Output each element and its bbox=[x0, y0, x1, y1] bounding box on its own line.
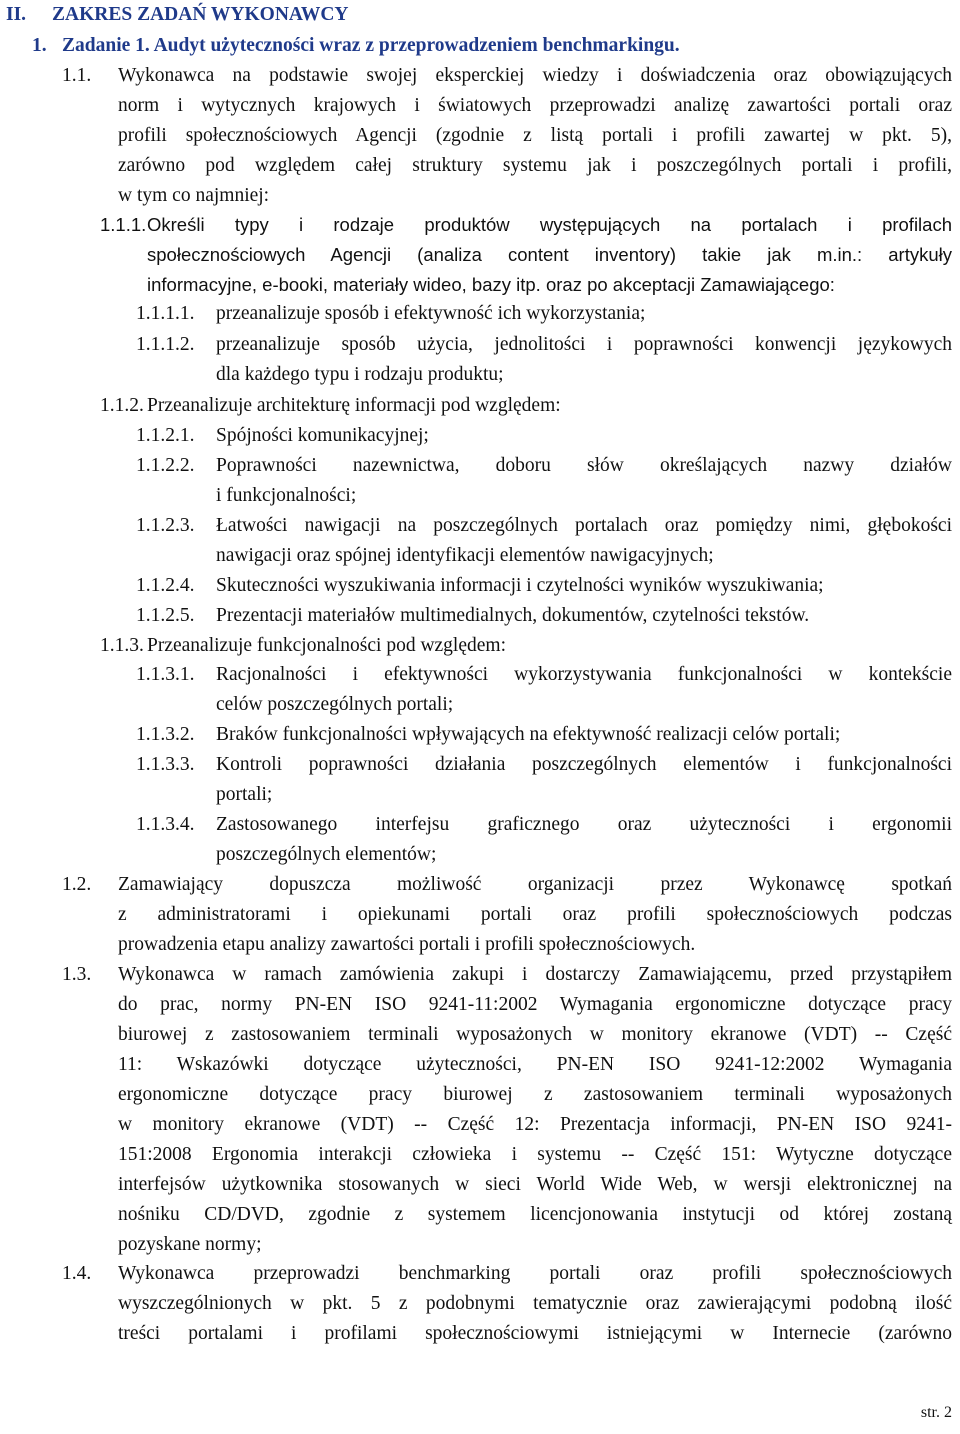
item-text-line: poszczególnych elementów; bbox=[216, 844, 437, 865]
item-text-line: do prac, normy PN-EN ISO 9241-11:2002 Wymagania ergonomiczne dotyczące pracy bbox=[118, 994, 952, 1015]
item-text-line: portali; bbox=[216, 784, 273, 805]
item-text-line: Skuteczności wyszukiwania informacji i czytelności wyników wyszukiwania; bbox=[216, 575, 824, 596]
item-text-line: interfejsów użytkownika stosowanych w sieci World Wide Web, w wersji elektronicznej na bbox=[118, 1174, 952, 1195]
item-text-line: wyszczególnionych w pkt. 5 z podobnymi tematycznie oraz zawierającymi podobną ilość bbox=[118, 1293, 952, 1314]
item-number: 1.4. bbox=[62, 1263, 92, 1284]
item-text-line: z administratorami i opiekunami portali oraz profili społecznościowych podczas bbox=[118, 904, 952, 925]
item-number: 1.1.3. bbox=[100, 635, 144, 656]
item-number: 1.1.2.2. bbox=[136, 455, 195, 476]
task-number: 1. bbox=[32, 35, 47, 56]
item-text-line: norm i wytycznych krajowych i światowych przeprowadzi analizę zawartości portali oraz bbox=[118, 95, 952, 116]
item-number: 1.2. bbox=[62, 874, 92, 895]
item-text-line: Łatwości nawigacji na poszczególnych portalach oraz pomiędzy nimi, głębokości bbox=[216, 515, 952, 536]
item-number: 1.1.2.4. bbox=[136, 575, 195, 596]
item-text-line: Określi typy i rodzaje produktów występujących na portalach i profilach bbox=[147, 214, 952, 235]
item-number: 1.1.1.1. bbox=[136, 303, 195, 324]
item-text-line: w tym co najmniej: bbox=[118, 185, 270, 206]
item-text-line: prowadzenia etapu analizy zawartości portali i profili społecznościowych. bbox=[118, 934, 696, 955]
item-text-line: zarówno pod względem całej struktury systemu jak i poszczególnych portali i profili, bbox=[118, 155, 952, 176]
item-text-line: 151:2008 Ergonomia interakcji człowieka i systemu -- Część 151: Wytyczne dotyczące bbox=[118, 1144, 952, 1165]
item-number: 1.1.2.1. bbox=[136, 425, 195, 446]
item-text-line: biurowej z zastosowaniem terminali wyposażonych w monitory ekranowe (VDT) -- Część bbox=[118, 1024, 952, 1045]
item-text-line: 11: Wskazówki dotyczące użyteczności, PN-EN ISO 9241-12:2002 Wymagania bbox=[118, 1054, 952, 1075]
item-text-line: profili społecznościowych Agencji (zgodnie z listą portali i profili zawartej w pkt. 5), bbox=[118, 125, 952, 146]
item-text-line: nośniku CD/DVD, zgodnie z systemem licencjonowania instytucji od której zostaną bbox=[118, 1204, 952, 1225]
item-text-line: Wykonawca na podstawie swojej eksperckiej wiedzy i doświadczenia oraz obowiązujących bbox=[118, 65, 952, 86]
page-number: str. 2 bbox=[920, 1404, 952, 1421]
item-text-line: przeanalizuje sposób i efektywność ich wykorzystania; bbox=[216, 303, 646, 324]
item-number: 1.3. bbox=[62, 964, 92, 985]
task-title: Zadanie 1. Audyt użyteczności wraz z przeprowadzeniem benchmarkingu. bbox=[62, 35, 680, 56]
item-number: 1.1.2.3. bbox=[136, 515, 195, 536]
item-text-line: Wykonawca w ramach zamówienia zakupi i dostarczy Zamawiającemu, przed przystąpiłem bbox=[118, 964, 952, 985]
item-number: 1.1.3.1. bbox=[136, 664, 195, 685]
item-text-line: społecznościowych Agencji (analiza content inventory) takie jak m.in.: artykuły bbox=[147, 244, 952, 265]
item-text-line: w monitory ekranowe (VDT) -- Część 12: Prezentacja informacji, PN-EN ISO 9241- bbox=[118, 1114, 952, 1135]
item-text-line: Prezentacji materiałów multimedialnych, dokumentów, czytelności tekstów. bbox=[216, 605, 810, 626]
item-text-line: Przeanalizuje funkcjonalności pod względem: bbox=[147, 635, 506, 656]
item-text-line: ergonomiczne dotyczące pracy biurowej z zastosowaniem terminali wyposażonych bbox=[118, 1084, 952, 1105]
item-text-line: Braków funkcjonalności wpływających na efektywność realizacji celów portali; bbox=[216, 724, 841, 745]
item-text-line: Zamawiający dopuszcza możliwość organizacji przez Wykonawcę spotkań bbox=[118, 874, 952, 895]
item-number: 1.1. bbox=[62, 65, 92, 86]
item-text-line: Zastosowanego interfejsu graficznego oraz użyteczności i ergonomii bbox=[216, 814, 952, 835]
item-text-line: treści portalami i profilami społecznościowymi istniejącymi w Internecie (zarówno bbox=[118, 1323, 952, 1344]
item-text-line: Spójności komunikacyjnej; bbox=[216, 425, 429, 446]
item-number: 1.1.3.4. bbox=[136, 814, 195, 835]
item-text-line: Kontroli poprawności działania poszczególnych elementów i funkcjonalności bbox=[216, 754, 952, 775]
item-number: 1.1.2. bbox=[100, 395, 144, 416]
item-text-line: pozyskane normy; bbox=[118, 1234, 262, 1255]
item-text-line: i funkcjonalności; bbox=[216, 485, 357, 506]
item-number: 1.1.1. bbox=[100, 214, 147, 235]
item-text-line: Wykonawca przeprowadzi benchmarking portali oraz profili społecznościowych bbox=[118, 1263, 952, 1284]
item-text-line: nawigacji oraz spójnej identyfikacji elementów nawigacyjnych; bbox=[216, 545, 714, 566]
item-text-line: przeanalizuje sposób użycia, jednolitości i poprawności konwencji językowych bbox=[216, 334, 952, 355]
item-text-line: informacyjne, e-booki, materiały wideo, bazy itp. oraz po akceptacji Zamawiającego: bbox=[147, 274, 835, 295]
item-number: 1.1.1.2. bbox=[136, 334, 195, 355]
item-number: 1.1.3.3. bbox=[136, 754, 195, 775]
item-text-line: dla każdego typu i rodzaju produktu; bbox=[216, 364, 504, 385]
section-number: II. bbox=[6, 4, 27, 25]
item-text-line: Przeanalizuje architekturę informacji pod względem: bbox=[147, 395, 561, 416]
item-number: 1.1.3.2. bbox=[136, 724, 195, 745]
item-text-line: Racjonalności i efektywności wykorzystywania funkcjonalności w kontekście bbox=[216, 664, 952, 685]
item-number: 1.1.2.5. bbox=[136, 605, 195, 626]
section-title: ZAKRES ZADAŃ WYKONAWCY bbox=[52, 4, 349, 25]
item-text-line: celów poszczególnych portali; bbox=[216, 694, 454, 715]
item-text-line: Poprawności nazewnictwa, doboru słów określających nazwy działów bbox=[216, 455, 952, 476]
